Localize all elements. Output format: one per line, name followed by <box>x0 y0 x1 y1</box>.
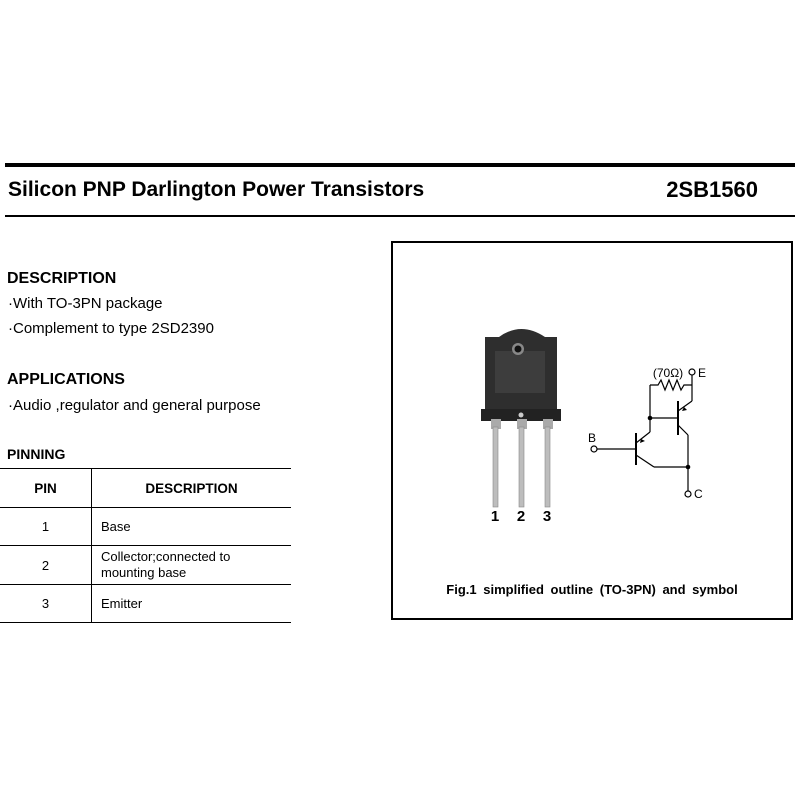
junction-dot <box>686 465 691 470</box>
q1-collector <box>636 455 654 467</box>
description-item: ·Complement to type 2SD2390 <box>8 320 214 337</box>
description-item: ·With TO-3PN package <box>8 295 163 312</box>
darlington-symbol <box>588 365 728 505</box>
table-row <box>0 546 291 585</box>
pinning-table <box>0 468 291 623</box>
pin-description-line: Emitter <box>101 595 143 611</box>
table-header-row <box>0 469 291 508</box>
header-rule-bottom <box>5 215 795 217</box>
description-heading: DESCRIPTION <box>7 270 117 287</box>
table-row <box>0 585 291 623</box>
resistor <box>650 380 692 390</box>
to3pn-package-illustration <box>473 323 583 523</box>
pin-description <box>92 546 292 585</box>
junction-dot <box>648 416 653 421</box>
q2-collector <box>678 425 688 435</box>
package-marking <box>519 413 524 418</box>
mounting-hole-center <box>515 346 522 353</box>
pin-label: 2 <box>516 508 526 523</box>
applications-item: ·Audio ,regulator and general purpose <box>8 397 261 414</box>
resistor-label: (70Ω) <box>652 366 684 380</box>
package-tab <box>499 329 545 337</box>
pin-label: 1 <box>490 508 500 523</box>
pin-description-line: Base <box>101 518 131 534</box>
pin-number: 3 <box>0 585 92 623</box>
pin-label: 3 <box>542 508 552 523</box>
document-title: Silicon PNP Darlington Power Transistors <box>8 178 425 201</box>
column-header-pin: PIN <box>0 469 92 508</box>
terminal-label-collector: C <box>694 487 703 501</box>
pin-description <box>92 508 292 546</box>
pin-number: 2 <box>0 546 92 585</box>
pinning-heading: PINNING <box>7 446 66 462</box>
figure-box <box>391 241 793 620</box>
column-header-description: DESCRIPTION <box>92 469 292 508</box>
terminal-collector-dot <box>685 491 691 497</box>
lead <box>493 427 498 507</box>
terminal-label-emitter: E <box>698 366 707 380</box>
pin-description-line: Collector;connected to <box>101 549 231 564</box>
figure-caption: Fig.1 simplified outline (TO-3PN) and symbol <box>446 582 738 597</box>
package-face <box>495 351 545 393</box>
lead <box>519 427 524 507</box>
terminal-emitter-dot <box>689 369 695 375</box>
pin-description-line: mounting base <box>101 565 187 580</box>
terminal-base-dot <box>591 446 597 452</box>
table-row <box>0 508 291 546</box>
pin-number: 1 <box>0 508 92 546</box>
terminal-label-base: B <box>588 431 597 445</box>
pin-description <box>92 585 292 623</box>
lead <box>545 427 550 507</box>
part-number: 2SB1560 <box>666 177 758 202</box>
applications-heading: APPLICATIONS <box>7 371 125 388</box>
header-rule-top <box>5 163 795 167</box>
